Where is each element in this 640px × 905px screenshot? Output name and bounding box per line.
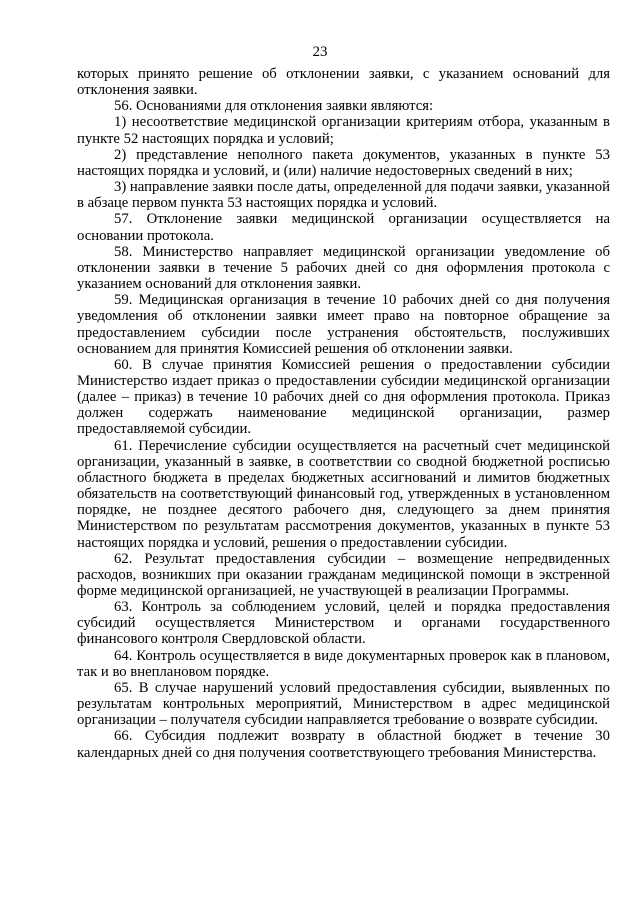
paragraph-56-item-2: 2) представление неполного пакета документов, указанных в пункте 53 настоящих порядка и условий, и (или) наличие недостоверных сведений в них; [77, 146, 610, 179]
paragraph-56-item-1: 1) несоответствие медицинской организации критериям отбора, указанным в пункте 52 настоящих порядка и условий; [77, 114, 610, 147]
paragraph-57: 57. Отклонение заявки медицинской организации осуществляется на основании протокола. [77, 211, 610, 244]
paragraph-64: 64. Контроль осуществляется в виде документарных проверок как в плановом, так и во внеплановом порядке. [77, 647, 610, 680]
paragraph-66: 66. Субсидия подлежит возврату в областной бюджет в течение 30 календарных дней со дня получения соответствующего требования Министерства. [77, 728, 610, 761]
paragraph-62: 62. Результат предоставления субсидии – возмещение непредвиденных расходов, возникших при оказании гражданам медицинской помощи в экстренной форме медицинской организацией, не участвующей в реализации Программы. [77, 550, 610, 599]
paragraph-56-item-3: 3) направление заявки после даты, определенной для подачи заявки, указанной в абзаце первом пункта 53 настоящих порядка и условий. [77, 179, 610, 212]
paragraph-59: 59. Медицинская организация в течение 10 рабочих дней со дня получения уведомления об отклонении заявки имеет право на повторное обращение за предоставлением субсидии после устранения обстоятельств, послуживших основанием для принятия Комиссией решения об отклонении заявки. [77, 292, 610, 357]
document-body [77, 66, 610, 761]
paragraph-65: 65. В случае нарушений условий предоставления субсидии, выявленных по результатам контрольных мероприятий, Министерством в адрес медицинской организации – получателя субсидии направляется требование о возврате субсидии. [77, 679, 610, 729]
paragraph-58: 58. Министерство направляет медицинской организации уведомление об отклонении заявки в течение 5 рабочих дней со дня оформления протокола с указанием оснований для отклонения заявки. [77, 243, 610, 293]
paragraph-61: 61. Перечисление субсидии осуществляется на расчетный счет медицинской организации, указанный в заявке, в соответствии со сводной бюджетной росписью областного бюджета в пределах бюджетных ассигнований и лимитов бюджетных обязательств на соответствующий финансовый год, утвержденных в установленном порядке, не позднее десятого рабочего дня, следующего за днем принятия Министерством по результатам рассмотрения документов, указанных в пункте 53 настоящих порядка и условий, решения о предоставлении субсидии. [77, 437, 610, 551]
paragraph-60: 60. В случае принятия Комиссией решения о предоставлении субсидии Министерство издает приказ о предоставлении субсидии медицинской организации (далее – приказ) в течение 10 рабочих дней со дня оформления протокола. Приказ должен содержать наименование медицинской организации, размер предоставляемой субсидии. [77, 356, 610, 438]
paragraph-63: 63. Контроль за соблюдением условий, целей и порядка предоставления субсидий осуществляется Министерством и органами государственного финансового контроля Свердловской области. [77, 599, 610, 648]
page-number: 23 [312, 44, 328, 60]
paragraph-continuation: которых принято решение об отклонении заявки, с указанием оснований для отклонения заявки. [77, 66, 610, 99]
paragraph-56: 56. Основаниями для отклонения заявки являются: [114, 98, 434, 115]
